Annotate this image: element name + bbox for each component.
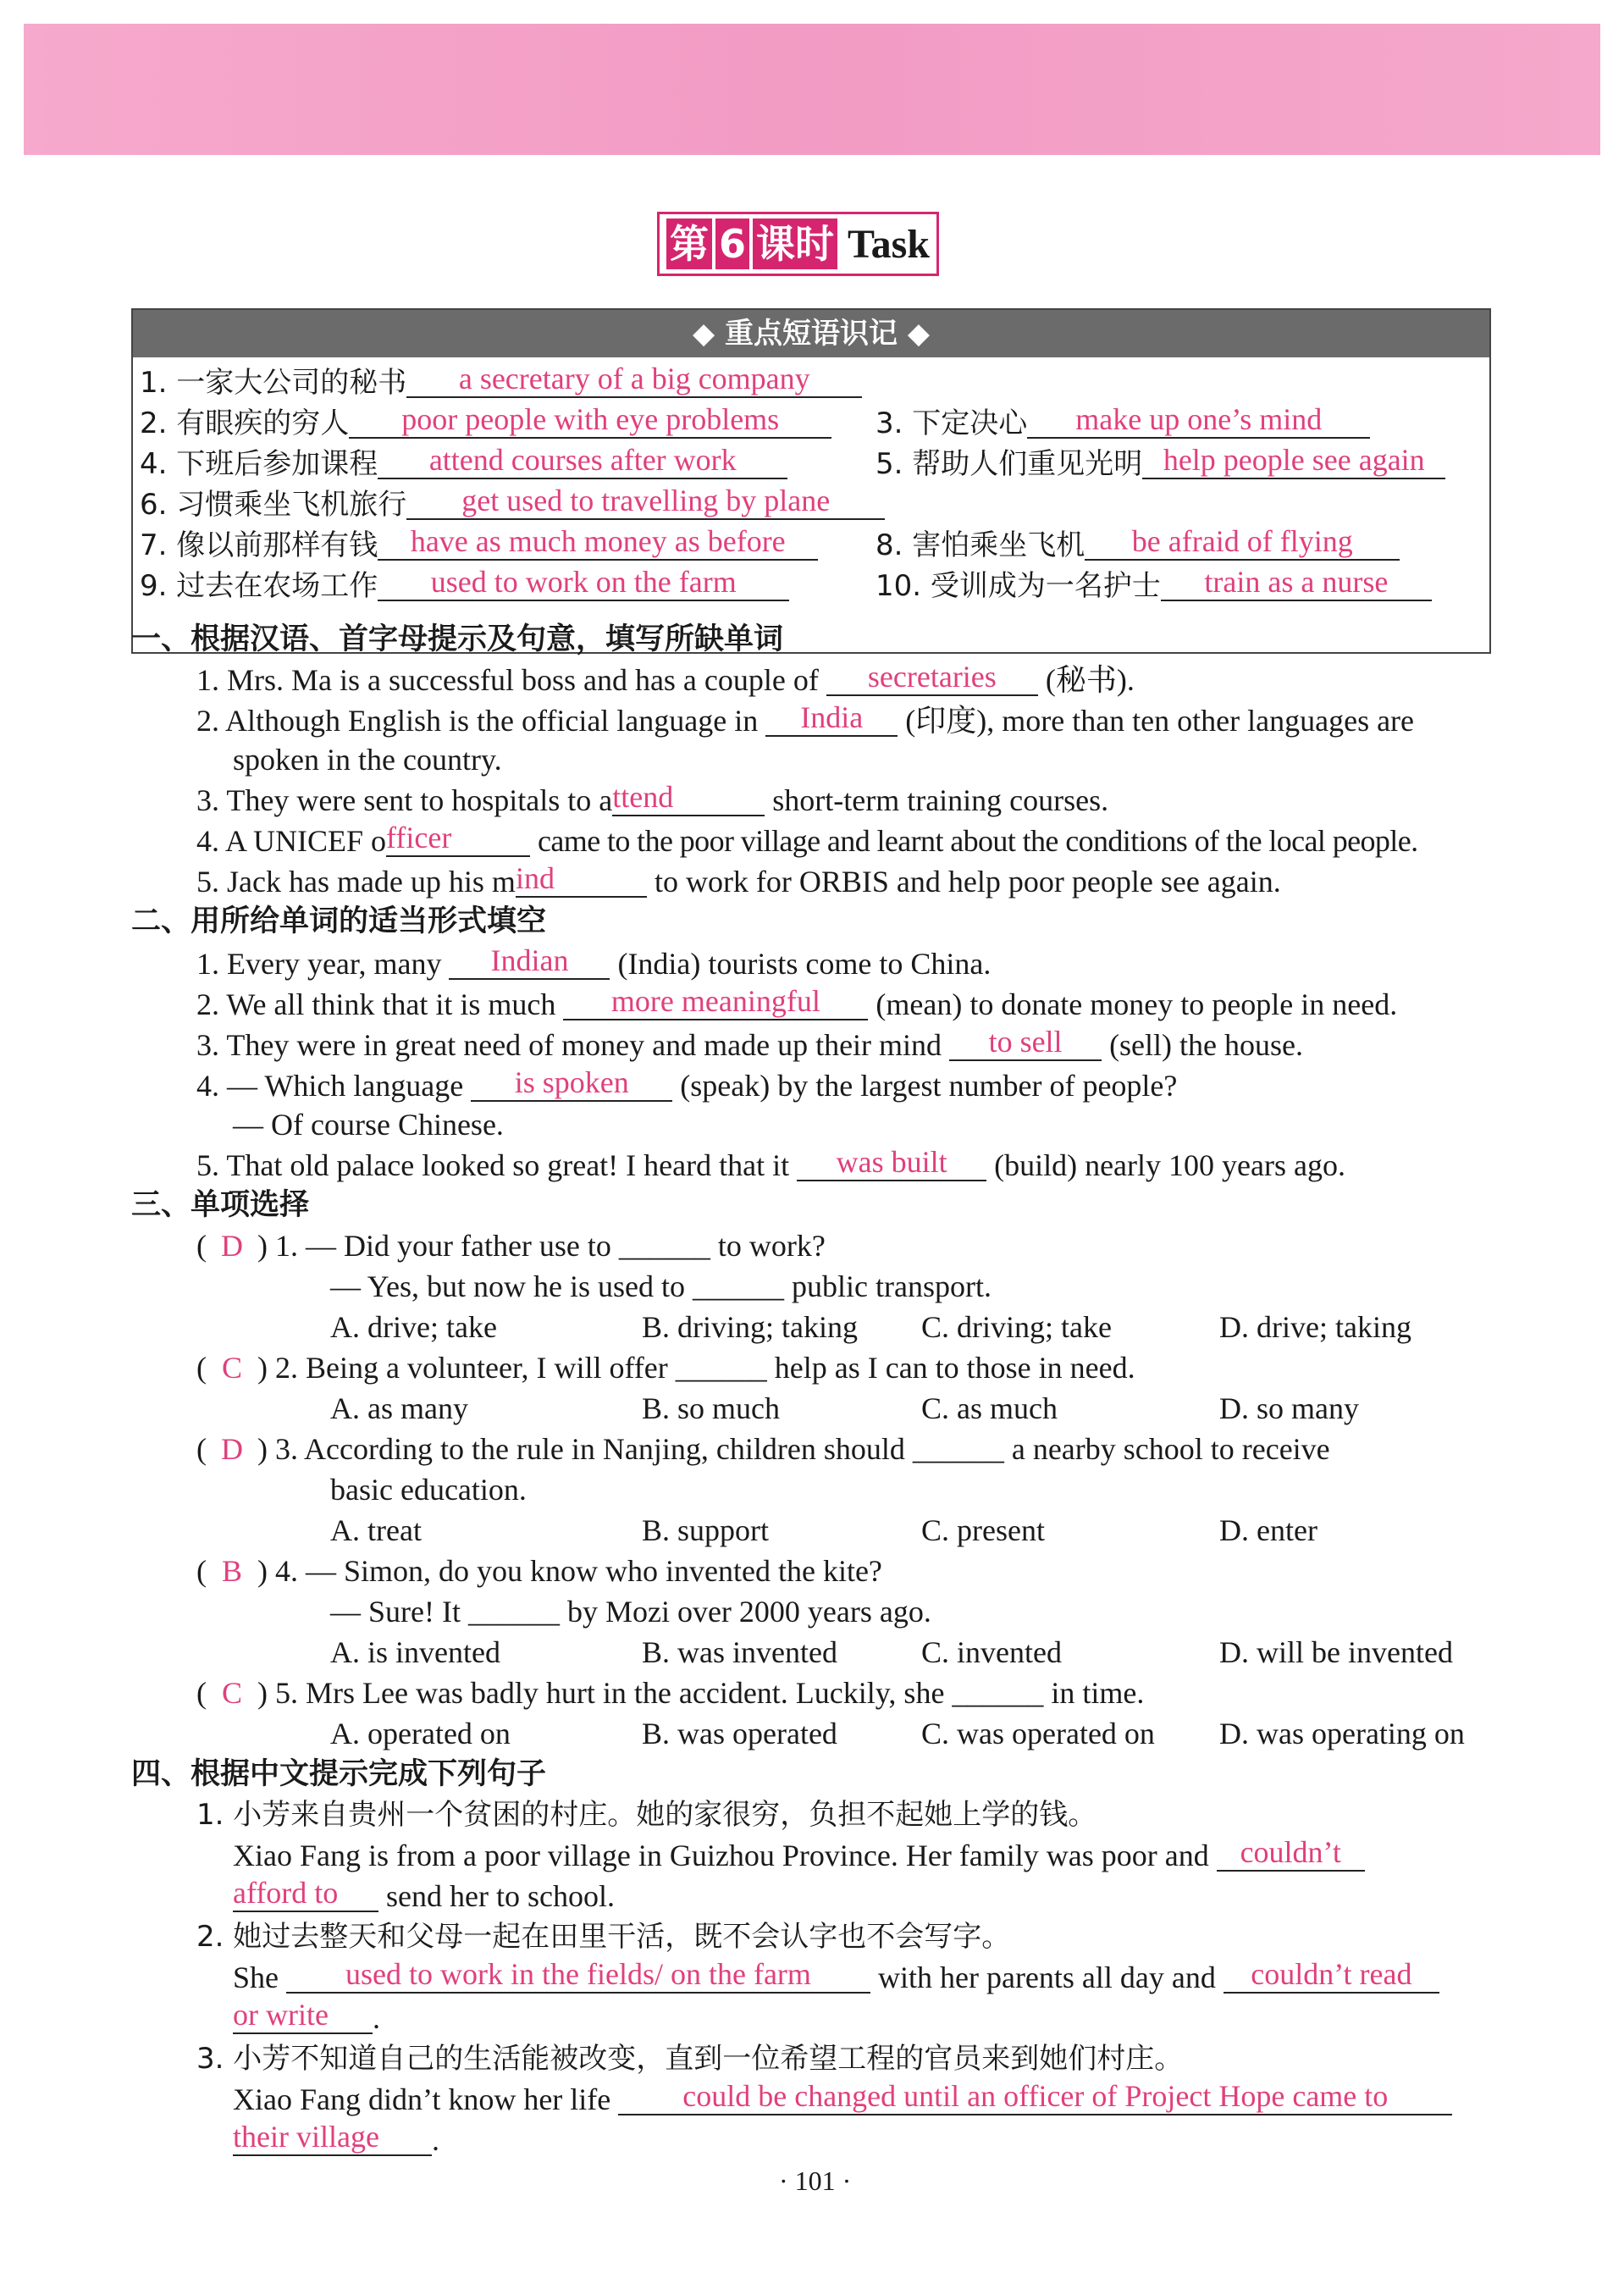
s1-question-2: 2. Although English is the official language in India (印度), more than ten other languages are	[196, 700, 1415, 738]
lesson-box-di: 第	[666, 218, 712, 269]
option: B. support	[642, 1513, 770, 1547]
s2-question-4: 4. — Which language is spoken (speak) by the largest number of people?	[196, 1065, 1178, 1103]
phrase-answer: poor people with eye problems	[349, 401, 831, 439]
s1-question-3: 3. They were sent to hospitals to attend short-term training courses.	[196, 780, 1109, 817]
s4-question-2-line2: or write .	[233, 1998, 380, 2035]
s3-question-4: ( B ) 4. — Simon, do you know who invented the kite?	[196, 1551, 882, 1590]
s2-question-3: 3. They were in great need of money and made up their mind to sell (sell) the house.	[196, 1025, 1303, 1062]
option: C. present	[921, 1513, 1045, 1547]
option: A. as many	[330, 1391, 468, 1425]
section-4-title: 四、根据中文提示完成下列句子	[131, 1757, 547, 1791]
phrase-row: 5. 帮助人们重见光明 help people see again	[876, 444, 1445, 484]
option: D. was operating on	[1219, 1717, 1465, 1750]
s4-question-1-cn: 1. 小芳来自贵州一个贫困的村庄。她的家很穷，负担不起她上学的钱。	[196, 1798, 1097, 1832]
option: C. driving; take	[921, 1310, 1112, 1344]
s3-question-5: ( C ) 5. Mrs Lee was badly hurt in the accident. Luckily, she ______ in time.	[196, 1673, 1144, 1712]
header-band	[24, 24, 1600, 155]
option: C. as much	[921, 1391, 1058, 1425]
s3-answer: C	[221, 1676, 242, 1710]
s1-question-4: 4. A UNICEF officer came to the poor village and learnt about the conditions of the local people.	[196, 821, 1418, 858]
phrase-row: 9. 过去在农场工作 used to work on the farm	[140, 566, 789, 606]
s3-question-3-line2: basic education.	[330, 1473, 527, 1507]
s4-question-2-cn: 2. 她过去整天和父母一起在田里干活，既不会认字也不会写字。	[196, 1920, 1011, 1954]
option: B. was operated	[642, 1717, 837, 1750]
section-2-title: 二、用所给单词的适当形式填空	[131, 904, 547, 938]
s3-answer: D	[221, 1229, 243, 1263]
phrase-answer: have as much money as before	[378, 523, 818, 561]
option: D. will be invented	[1219, 1635, 1453, 1669]
phrase-row: 6. 习惯乘坐飞机旅行 get used to travelling by plane	[140, 484, 885, 524]
s3-question-1-line2: — Yes, but now he is used to ______ public transport.	[330, 1269, 992, 1303]
phrase-row: 3. 下定决心 make up one’s mind	[876, 403, 1370, 443]
phrase-answer: be afraid of flying	[1085, 523, 1400, 561]
phrase-answer: used to work on the farm	[378, 564, 789, 601]
s3-answer: D	[221, 1432, 243, 1466]
s3-answer: B	[221, 1554, 242, 1588]
lesson-box-keshi: 课时	[753, 218, 837, 269]
lesson-number: 6	[715, 218, 749, 269]
phrase-answer: a secretary of a big company	[406, 361, 862, 398]
s4-question-3: Xiao Fang didn’t know her life could be changed until an officer of Project Hope came to	[233, 2080, 1452, 2119]
s2-question-1: 1. Every year, many Indian (India) tourists come to China.	[196, 943, 992, 981]
option: C. invented	[921, 1635, 1062, 1669]
s3-question-4-line2: — Sure! It ______ by Mozi over 2000 years ago.	[330, 1595, 931, 1629]
s3-question-1: ( D ) 1. — Did your father use to ______ to work?	[196, 1226, 826, 1265]
s3-question-2: ( C ) 2. Being a volunteer, I will offer ______ help as I can to those in need.	[196, 1348, 1135, 1387]
phrase-row: 10. 受训成为一名护士 train as a nurse	[876, 566, 1432, 606]
s4-question-2: She used to work in the fields/ on the farm with her parents all day and couldn’t read	[233, 1958, 1439, 1997]
s1-question-5: 5. Jack has made up his mind to work for ORBIS and help poor people see again.	[196, 861, 1281, 899]
phrase-row: 2. 有眼疾的穷人 poor people with eye problems	[140, 403, 831, 443]
option: A. operated on	[330, 1717, 511, 1750]
option: D. drive; taking	[1219, 1310, 1411, 1344]
phrase-row: 8. 害怕乘坐飞机 be afraid of flying	[876, 525, 1400, 565]
s4-question-3-cn: 3. 小芳不知道自己的生活能被改变，直到一位希望工程的官员来到她们村庄。	[196, 2042, 1184, 2076]
s1-question-1: 1. Mrs. Ma is a successful boss and has a couple of secretaries (秘书).	[196, 660, 1135, 697]
option: C. was operated on	[921, 1717, 1155, 1750]
phrase-answer: make up one’s mind	[1027, 401, 1370, 439]
phrase-answer: get used to travelling by plane	[406, 483, 885, 520]
phrase-row: 4. 下班后参加课程 attend courses after work	[140, 444, 787, 484]
option: B. so much	[642, 1391, 781, 1425]
s4-question-1: Xiao Fang is from a poor village in Guizhou Province. Her family was poor and couldn’t	[233, 1836, 1365, 1875]
option: D. so many	[1219, 1391, 1359, 1425]
s2-question-4-reply: — Of course Chinese.	[233, 1108, 504, 1142]
phrase-answer: help people see again	[1142, 442, 1445, 479]
page-number: · 101 ·	[779, 2165, 852, 2196]
section-3-title: 三、单项选择	[131, 1188, 310, 1222]
section-1-title: 一、根据汉语、首字母提示及句意，填写所缺单词	[131, 622, 784, 656]
s1-question-2-cont: spoken in the country.	[233, 743, 502, 777]
s2-question-5: 5. That old palace looked so great! I heard that it was built (build) nearly 100 years ago.	[196, 1145, 1345, 1182]
option: B. driving; taking	[642, 1310, 858, 1344]
s3-question-3: ( D ) 3. According to the rule in Nanjing, children should ______ a nearby school to receive	[196, 1430, 1330, 1468]
s3-answer: C	[221, 1351, 242, 1385]
phrase-row: 1. 一家大公司的秘书 a secretary of a big company	[140, 362, 862, 402]
s4-question-3-line2: their village .	[233, 2120, 439, 2157]
s4-question-1-line2: afford to send her to school.	[233, 1876, 615, 1913]
phrase-row: 7. 像以前那样有钱 have as much money as before	[140, 525, 818, 565]
option: A. is invented	[330, 1635, 500, 1669]
option: D. enter	[1219, 1513, 1317, 1547]
s2-question-2: 2. We all think that it is much more meaningful (mean) to donate money to people in need.	[196, 984, 1398, 1021]
phrase-answer: train as a nurse	[1161, 564, 1432, 601]
key-phrases-heading: ◆ 重点短语识记 ◆	[133, 310, 1489, 357]
phrase-answer: attend courses after work	[378, 442, 787, 479]
option: B. was invented	[642, 1635, 837, 1669]
lesson-task-label: Task	[848, 221, 930, 267]
option: A. drive; take	[330, 1310, 497, 1344]
option: A. treat	[330, 1513, 422, 1547]
lesson-title	[657, 212, 939, 276]
